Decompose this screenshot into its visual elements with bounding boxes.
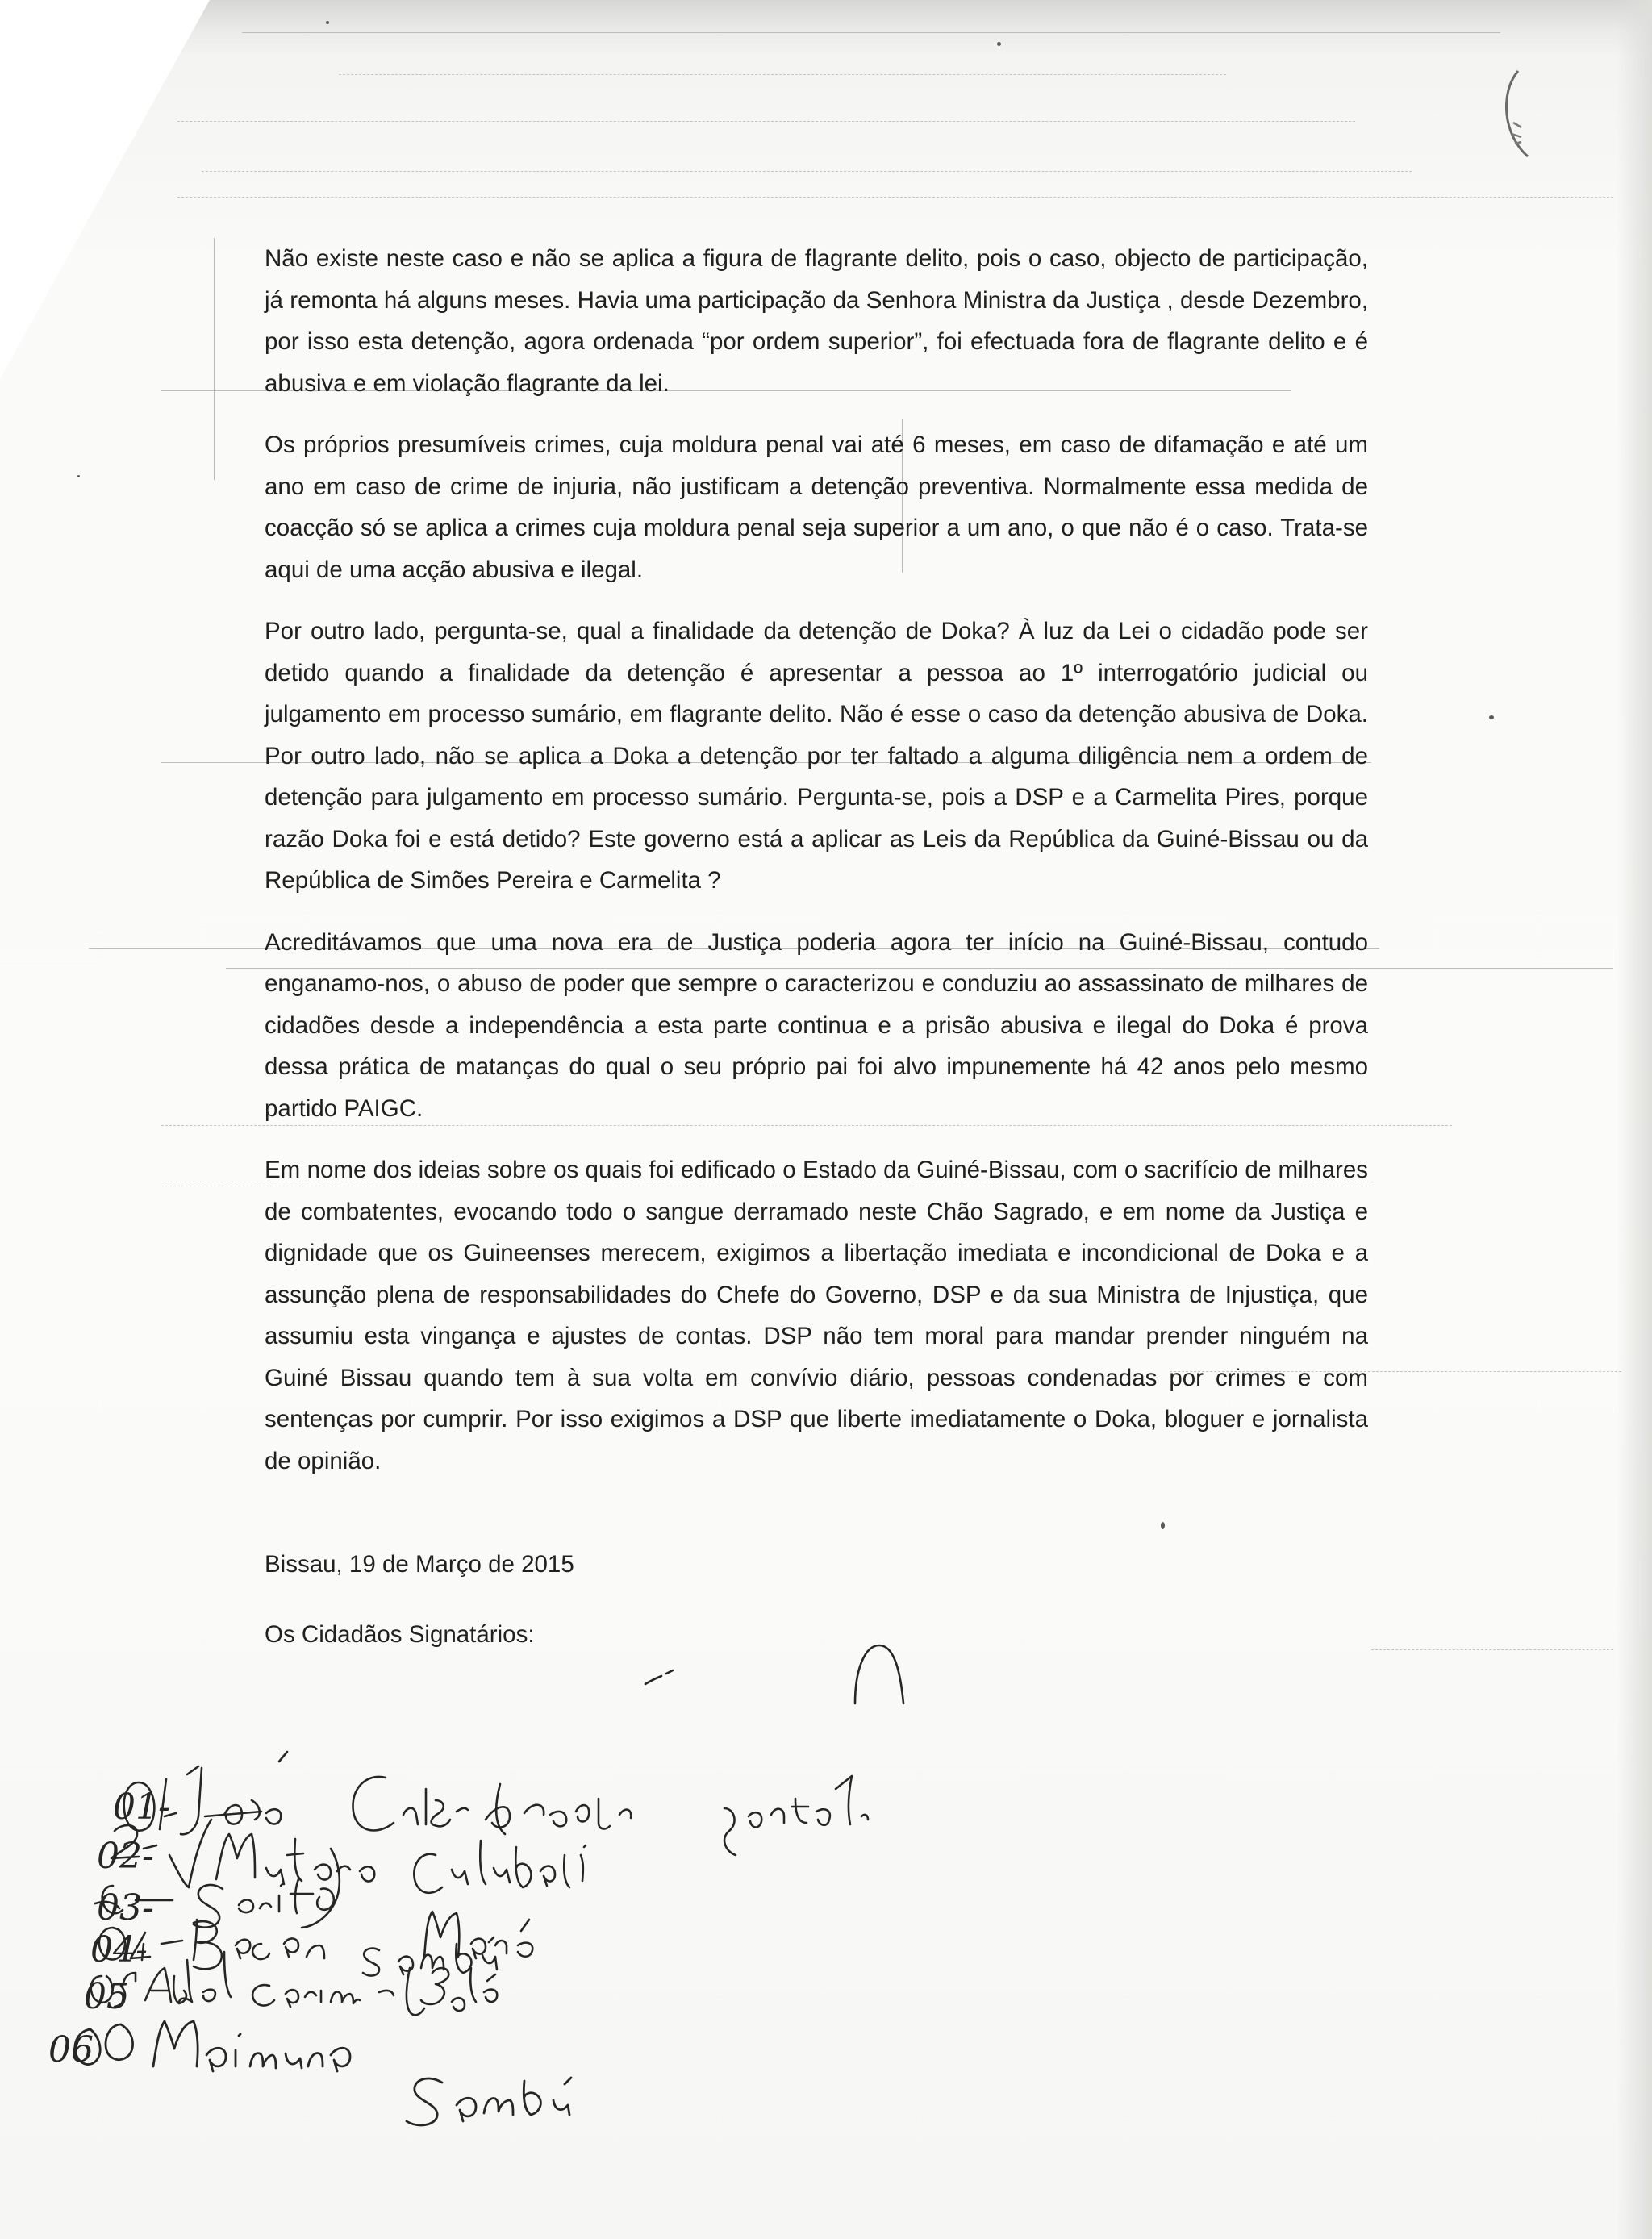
date-line: Bissau, 19 de Março de 2015	[265, 1551, 574, 1578]
paragraph: Por outro lado, pergunta-se, qual a finalidade da detenção de Doka? À luz da Lei o cidadão pode ser detido quando a finalidade da detenção é apresentar a pessoa ao 1º interrogatório judicial ou julgamento em processo sumário, em flagrante delito. Não é esse o caso da detenção abusiva de Doka. Por outro lado, não se aplica a Doka a detenção por ter faltado a alguma diligência nem a ordem de detenção para julgamento em processo sumário. Pergunta-se, pois a DSP e a Carmelita Pires, porque razão Doka foi e está detido? Este governo está a aplicar as Leis da República da Guiné-Bissau ou da República de Simões Pereira e Carmelita ?	[265, 618, 1368, 894]
signature-number-01: 01-	[113, 1787, 170, 1828]
signature-number-05: 05	[84, 1976, 129, 2017]
paragraph: Não existe neste caso e não se aplica a figura de flagrante delito, pois o caso, objecto de participação, já remonta há alguns meses. Havia uma participação da Senhora Ministra da Justiça , desde Dezembro, por isso esta detenção, agora ordenada “por ordem superior”, foi efectuada fora de flagrante delito e é abusiva e em violação flagrante da lei.	[265, 245, 1368, 397]
signature-03	[95, 1849, 532, 1958]
signatories-label: Os Cidadãos Signatários:	[265, 1621, 535, 1648]
signature-01	[124, 1752, 868, 1855]
signature-02	[111, 1812, 586, 1893]
paragraph: Acreditávamos que uma nova era de Justiça poderia agora ter início na Guiné-Bissau, contudo enganamo-nos, o abuso de poder que sempre o caracterizou e conduziu ao assassinato de milhares de cidadões desde a independência a esta parte continua e a prisão abusiva e ilegal do Doka é prova dessa prática de matanças do qual o seu próprio pai foi alvo impunemente há 42 anos pelo mesmo partido PAIGC.	[265, 928, 1368, 1122]
paragraph: Em nome dos ideias sobre os quais foi edificado o Estado da Guiné-Bissau, com o sacrifício de milhares de combatentes, evocando todo o sangue derramado neste Chão Sagrado, e em nome da Justiça e dignidade que os Guineenses merecem, exigimos a libertação imediata e incondicional de Doka e a assunção plena de responsabilidades do Chefe do Governo, DSP e da sua Ministra de Injustiça, que assumiu esta vingança e ajustes de contas. DSP não tem moral para mandar prender ninguém na Guiné Bissau quando tem à sua volta em convívio diário, pessoas condenadas por crimes e com sentenças por cumprir. Por isso exigimos a DSP que liberte imediatamente o Doka, bloguer e jornalista de opinião.	[265, 1157, 1368, 1474]
paragraph: Os próprios presumíveis crimes, cuja moldura penal vai até 6 meses, em caso de difamação e até um ano em caso de crime de injuria, não justificam a detenção preventiva. Normalmente essa medida de coacção só se aplica a crimes cuja moldura penal seja superior a um ano, o que não é o caso. Trata-se aqui de uma acção abusiva e ilegal.	[265, 432, 1368, 583]
signature-number-06: 06	[48, 2029, 94, 2070]
signature-number-04: 04-	[90, 1929, 148, 1970]
signature-06	[75, 2021, 571, 2125]
signature-number-02: 02-	[97, 1836, 154, 1877]
signature-05	[91, 1952, 498, 2015]
signature-number-03: 03-	[97, 1887, 154, 1928]
